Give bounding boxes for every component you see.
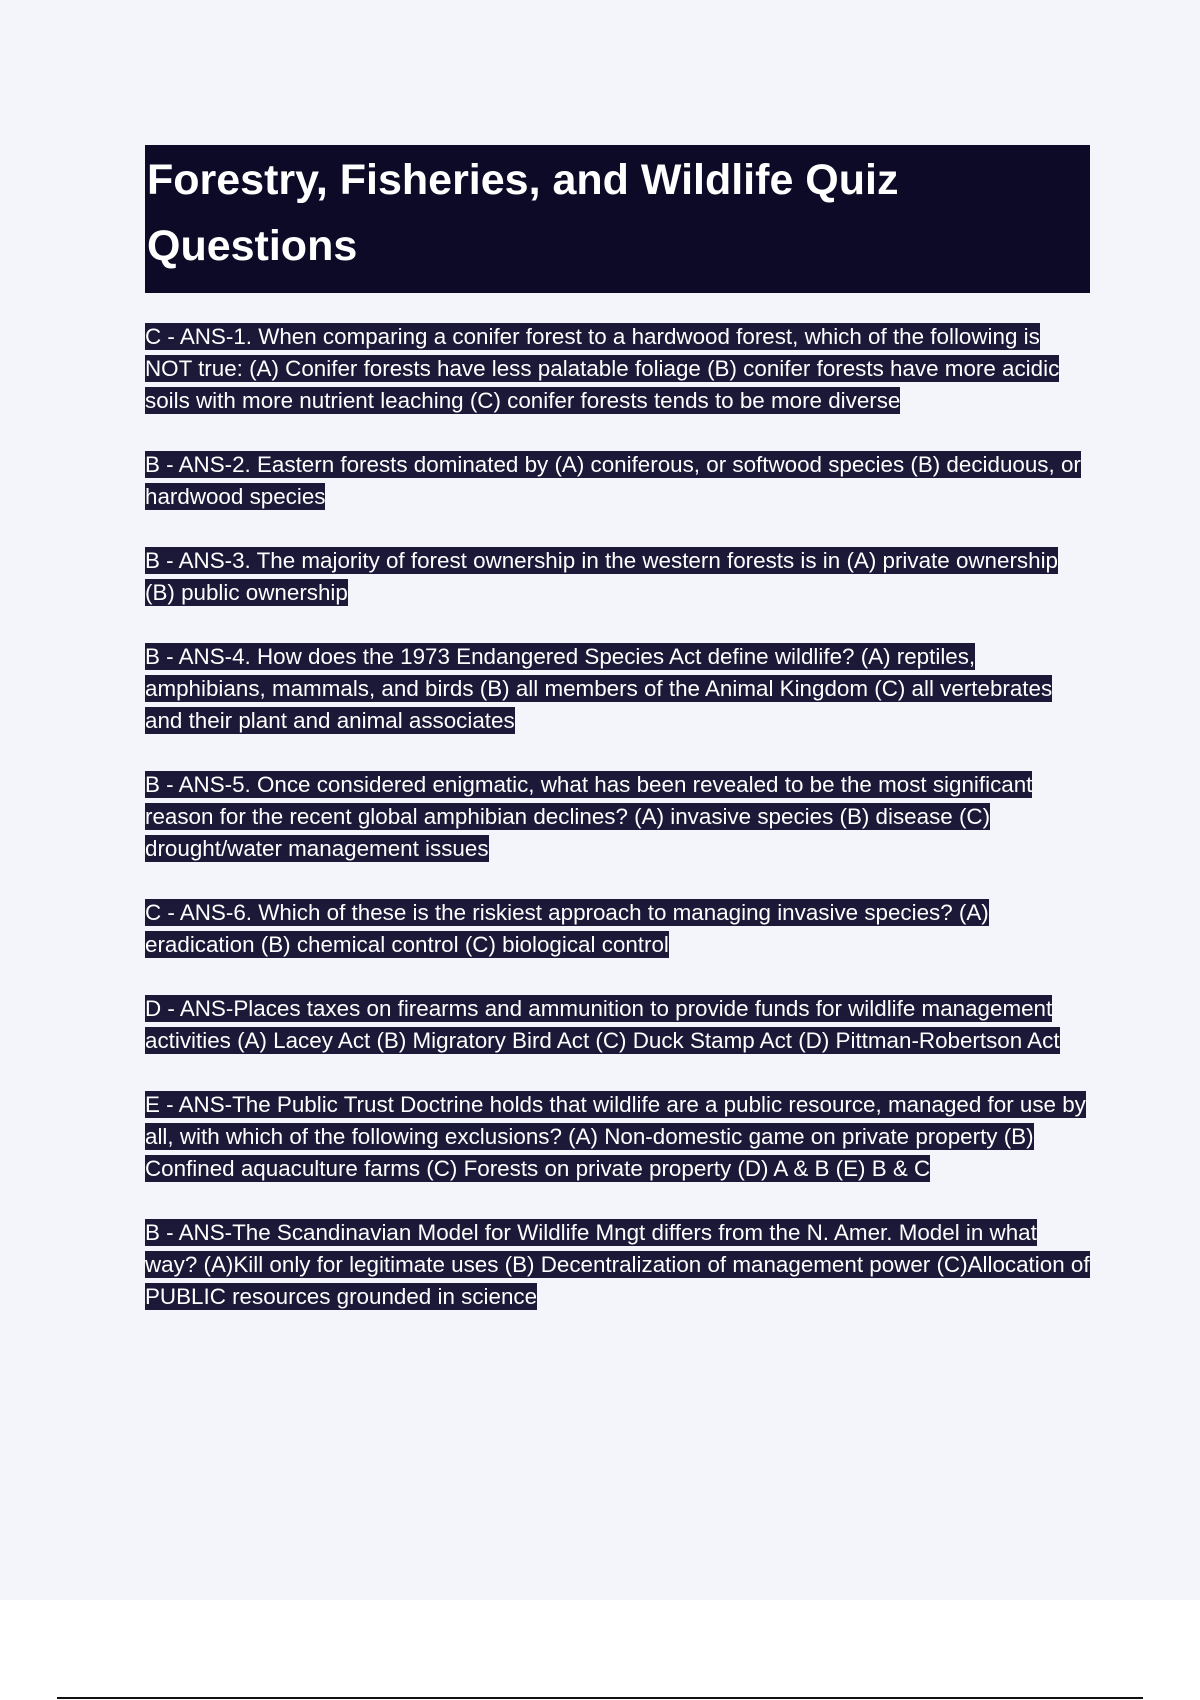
qa-item-7 bbox=[145, 993, 1090, 1057]
qa-item-4 bbox=[145, 641, 1090, 737]
qa-item-9 bbox=[145, 1217, 1090, 1313]
qa-item-1 bbox=[145, 321, 1090, 417]
qa-item-text: C - ANS-1. When comparing a conifer forest to a hardwood forest, which of the following is NOT true: (A) Conifer forests have less palatable foliage (B) conifer forests have more acidic soils with more nutrient leaching (C) conifer forests tends to be more diverse bbox=[145, 324, 1060, 413]
qa-item-5 bbox=[145, 769, 1090, 865]
qa-item-text: B - ANS-The Scandinavian Model for Wildlife Mngt differs from the N. Amer. Model in what way? (A)Kill only for legitimate uses (B) Decentralization of management power (C)Allocation of PUBLIC resources grounded in science bbox=[145, 1220, 1090, 1309]
qa-item-text: B - ANS-3. The majority of forest ownership in the western forests is in (A) private ownership (B) public ownership bbox=[145, 548, 1058, 605]
document-title: Forestry, Fisheries, and Wildlife Quiz Questions bbox=[145, 145, 1090, 293]
qa-item-text: D - ANS-Places taxes on firearms and ammunition to provide funds for wildlife management activities (A) Lacey Act (B) Migratory Bird Act (C) Duck Stamp Act (D) Pittman-Robertson Act bbox=[145, 996, 1060, 1053]
qa-item-8 bbox=[145, 1089, 1090, 1185]
qa-item-text: C - ANS-6. Which of these is the riskiest approach to managing invasive species? (A) eradication (B) chemical control (C) biological control bbox=[145, 900, 989, 957]
qa-item-3 bbox=[145, 545, 1090, 609]
footer-divider bbox=[57, 1697, 1143, 1699]
qa-item-text: B - ANS-4. How does the 1973 Endangered Species Act define wildlife? (A) reptiles, amphibians, mammals, and birds (B) all members of the Animal Kingdom (C) all vertebrates and their plant and animal associates bbox=[145, 644, 1053, 733]
qa-item-2 bbox=[145, 449, 1090, 513]
qa-item-text: B - ANS-5. Once considered enigmatic, what has been revealed to be the most significant reason for the recent global amphibian declines? (A) invasive species (B) disease (C) drought/water management issues bbox=[145, 772, 1033, 861]
document-content bbox=[145, 145, 1090, 1345]
qa-item-text: B - ANS-2. Eastern forests dominated by (A) coniferous, or softwood species (B) deciduous, or hardwood species bbox=[145, 452, 1081, 509]
qa-item-6 bbox=[145, 897, 1090, 961]
qa-item-text: E - ANS-The Public Trust Doctrine holds that wildlife are a public resource, managed for use by all, with which of the following exclusions? (A) Non-domestic game on private property (B) Confined aquaculture farms (C) Forests on private property (D) A & B (E) B & C bbox=[145, 1092, 1086, 1181]
